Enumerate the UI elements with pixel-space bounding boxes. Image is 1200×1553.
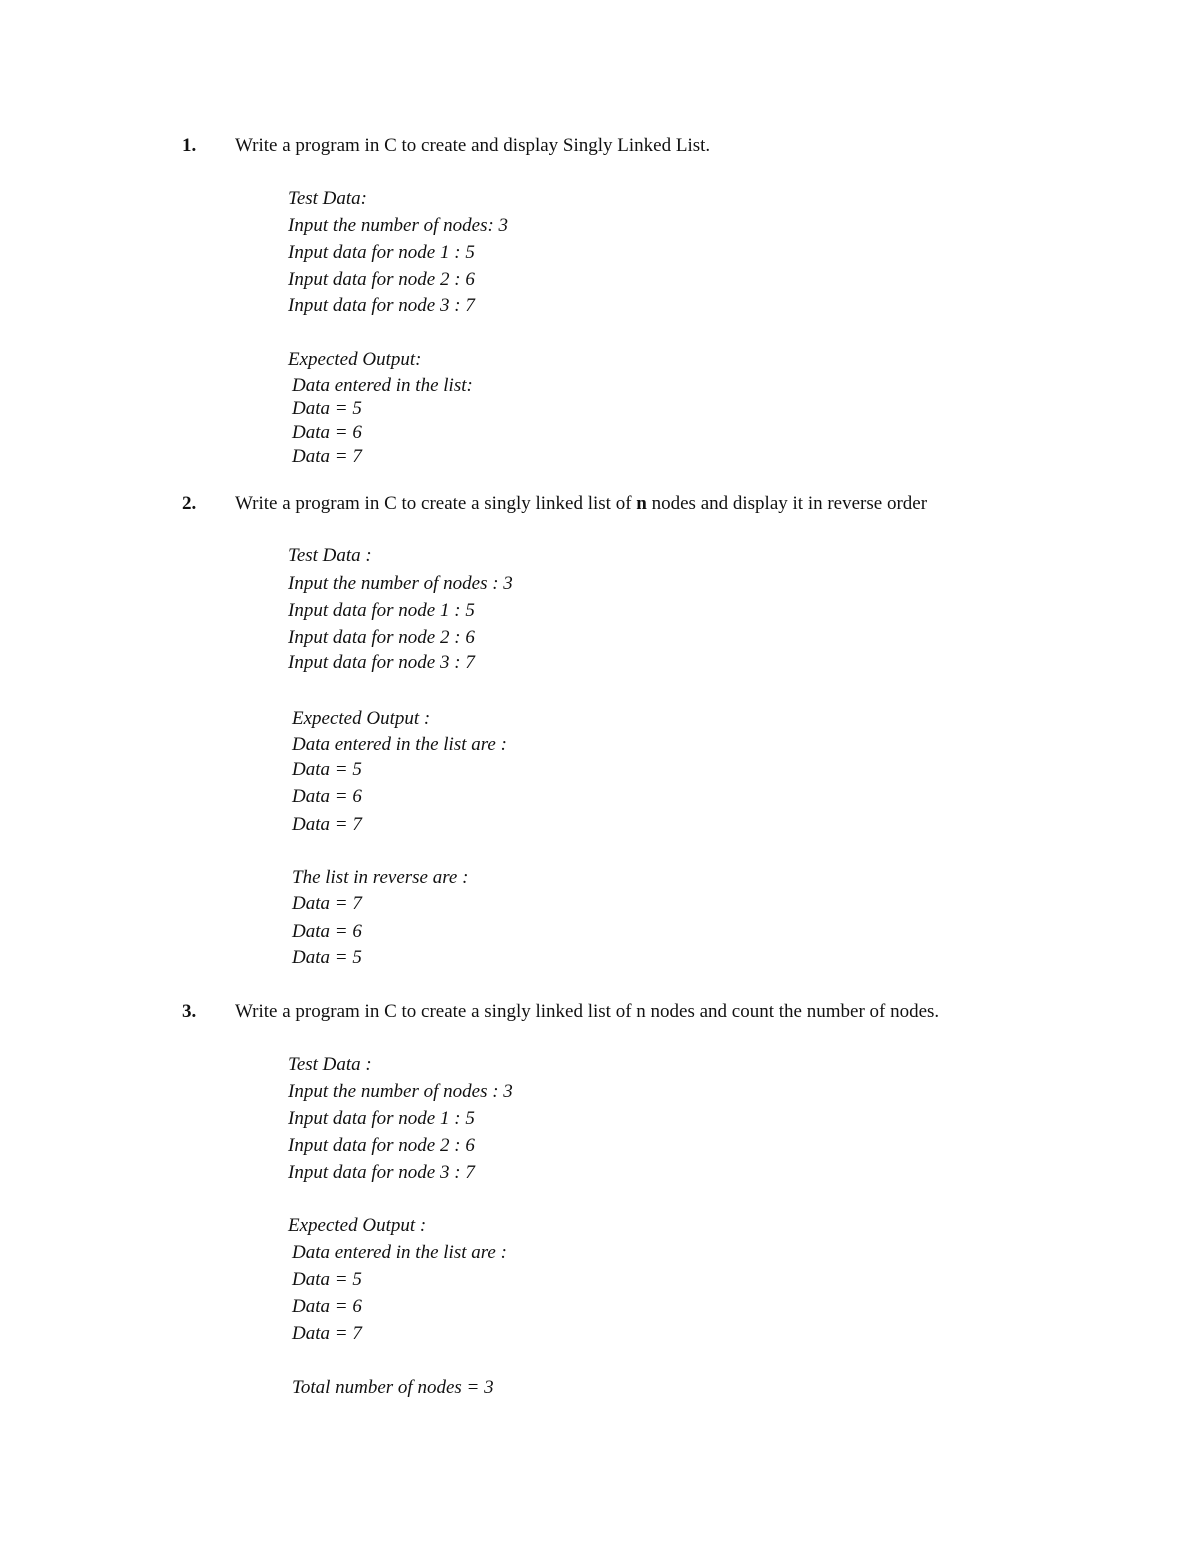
question-1-number: 1. [182, 135, 197, 156]
question-2-test-data-heading: Test Data : [288, 545, 372, 566]
question-3-number: 3. [182, 1001, 197, 1022]
question-1-test-data-line: Input the number of nodes: 3 [288, 215, 509, 236]
question-2-reverse-line: Data = 6 [292, 921, 362, 942]
question-1-expected-line: Data = 5 [292, 398, 362, 419]
question-2-prompt-start: Write a program in C to create a singly linked list of [235, 493, 637, 514]
question-3-test-data-line: Input data for node 1 : 5 [288, 1108, 475, 1129]
question-2-test-data-line: Input data for node 1 : 5 [288, 600, 475, 621]
question-3-expected-line: Data entered in the list are : [292, 1242, 507, 1263]
question-2-expected-line: Data = 5 [292, 759, 362, 780]
question-2-prompt-emphasis: n [636, 493, 647, 514]
question-1-test-data-line: Input data for node 3 : 7 [288, 295, 475, 316]
question-1-test-data-line: Input data for node 2 : 6 [288, 269, 475, 290]
question-3-test-data-heading: Test Data : [288, 1054, 372, 1075]
question-2-reverse-line: Data = 5 [292, 947, 362, 968]
question-1-expected-line: Data entered in the list: [292, 375, 473, 396]
question-1-test-data-heading: Test Data: [288, 188, 368, 209]
question-3-test-data-line: Input the number of nodes : 3 [288, 1081, 513, 1102]
question-3-expected-line: Data = 5 [292, 1269, 362, 1290]
question-2-expected-line: Data = 7 [292, 814, 362, 835]
question-2-reverse-line: Data = 7 [292, 893, 362, 914]
question-3-expected-heading: Expected Output : [288, 1215, 427, 1236]
question-3-total-line: Total number of nodes = 3 [292, 1377, 494, 1398]
question-2-prompt-end: nodes and display it in reverse order [646, 493, 928, 514]
question-2-test-data-line: Input data for node 2 : 6 [288, 627, 475, 648]
question-1-expected-heading: Expected Output: [288, 349, 422, 370]
question-1-test-data-line: Input data for node 1 : 5 [288, 242, 475, 263]
question-2-expected-heading: Expected Output : [292, 708, 431, 729]
question-2-reverse-heading: The list in reverse are : [292, 867, 469, 888]
question-1-expected-line: Data = 6 [292, 422, 362, 443]
question-2-test-data-line: Input data for node 3 : 7 [288, 652, 475, 673]
question-2-test-data-line: Input the number of nodes : 3 [288, 573, 513, 594]
question-3-test-data-line: Input data for node 3 : 7 [288, 1162, 475, 1183]
question-3-expected-line: Data = 7 [292, 1323, 362, 1344]
question-3-prompt: Write a program in C to create a singly linked list of n nodes and count the number of nodes. [235, 1001, 940, 1022]
question-2-prompt [235, 493, 927, 515]
question-2-expected-line: Data entered in the list are : [292, 734, 507, 755]
question-1-prompt: Write a program in C to create and display Singly Linked List. [235, 135, 711, 156]
question-2-number: 2. [182, 493, 197, 514]
question-2-expected-line: Data = 6 [292, 786, 362, 807]
question-3-expected-line: Data = 6 [292, 1296, 362, 1317]
question-3-test-data-line: Input data for node 2 : 6 [288, 1135, 475, 1156]
question-1-expected-line: Data = 7 [292, 446, 362, 467]
